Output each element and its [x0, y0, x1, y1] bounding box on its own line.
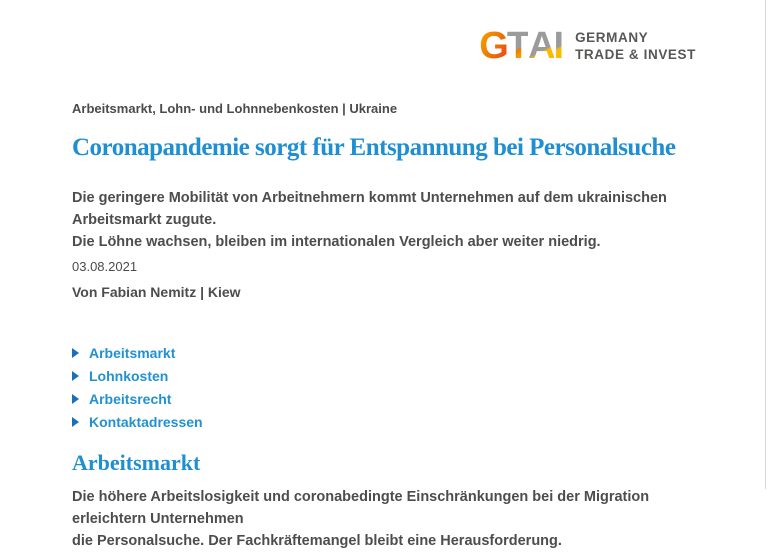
section-paragraph [72, 486, 722, 552]
arrow-right-icon [72, 348, 79, 358]
article-lead [72, 187, 722, 253]
lead-line: Die geringere Mobilität von Arbeitnehmern kommt Unternehmen auf dem ukrainischen Arbeitsmarkt zugute. [72, 190, 667, 228]
logo-letter-g: G [479, 25, 507, 67]
author-byline: Von Fabian Nemitz | Kiew [72, 284, 241, 300]
logo-letter-t: T [506, 25, 529, 67]
gtai-tagline-line2: TRADE & INVEST [575, 47, 696, 62]
arrow-right-icon [72, 394, 79, 404]
toc-link-label: Arbeitsrecht [89, 391, 172, 407]
toc-item-arbeitsmarkt [72, 345, 722, 361]
toc-link-label: Lohnkosten [89, 368, 169, 384]
section-heading-arbeitsmarkt: Arbeitsmarkt [72, 450, 201, 475]
toc-link-label: Arbeitsmarkt [89, 345, 176, 361]
gtai-tagline-line1: GERMANY [575, 30, 649, 45]
toc-item-arbeitsrecht [72, 391, 722, 407]
toc-link-label: Kontaktadressen [89, 414, 203, 430]
publish-date: 03.08.2021 [72, 259, 138, 274]
toc-link-kontaktadressen[interactable] [72, 414, 203, 430]
page-title: Coronapandemie sorgt für Entspannung bei Personalsuche [72, 134, 676, 161]
logo-letter-a: A [528, 25, 554, 67]
arrow-right-icon [72, 417, 79, 427]
paragraph-line: die Personalsuche. Der Fachkräftemangel bleibt eine Herausforderung. [72, 533, 562, 549]
toc-link-arbeitsrecht[interactable] [72, 391, 171, 407]
lead-line: Die Löhne wachsen, bleiben im internationalen Vergleich aber weiter niedrig. [72, 234, 601, 250]
breadcrumb: Arbeitsmarkt, Lohn- und Lohnnebenkosten | Ukraine [72, 101, 398, 116]
arrow-right-icon [72, 371, 79, 381]
logo-letter-i: I [553, 25, 563, 67]
toc-item-lohnkosten [72, 368, 722, 384]
toc-link-lohnkosten[interactable] [72, 368, 168, 384]
toc-link-list [72, 345, 722, 430]
window-right-border [765, 0, 766, 489]
article [72, 0, 722, 552]
paragraph-line: Die höhere Arbeitslosigkeit und coronabedingte Einschränkungen bei der Migration erleichtern Unternehmen [72, 489, 650, 527]
toc-item-kontaktadressen [72, 414, 722, 430]
toc-link-arbeitsmarkt[interactable] [72, 345, 175, 361]
